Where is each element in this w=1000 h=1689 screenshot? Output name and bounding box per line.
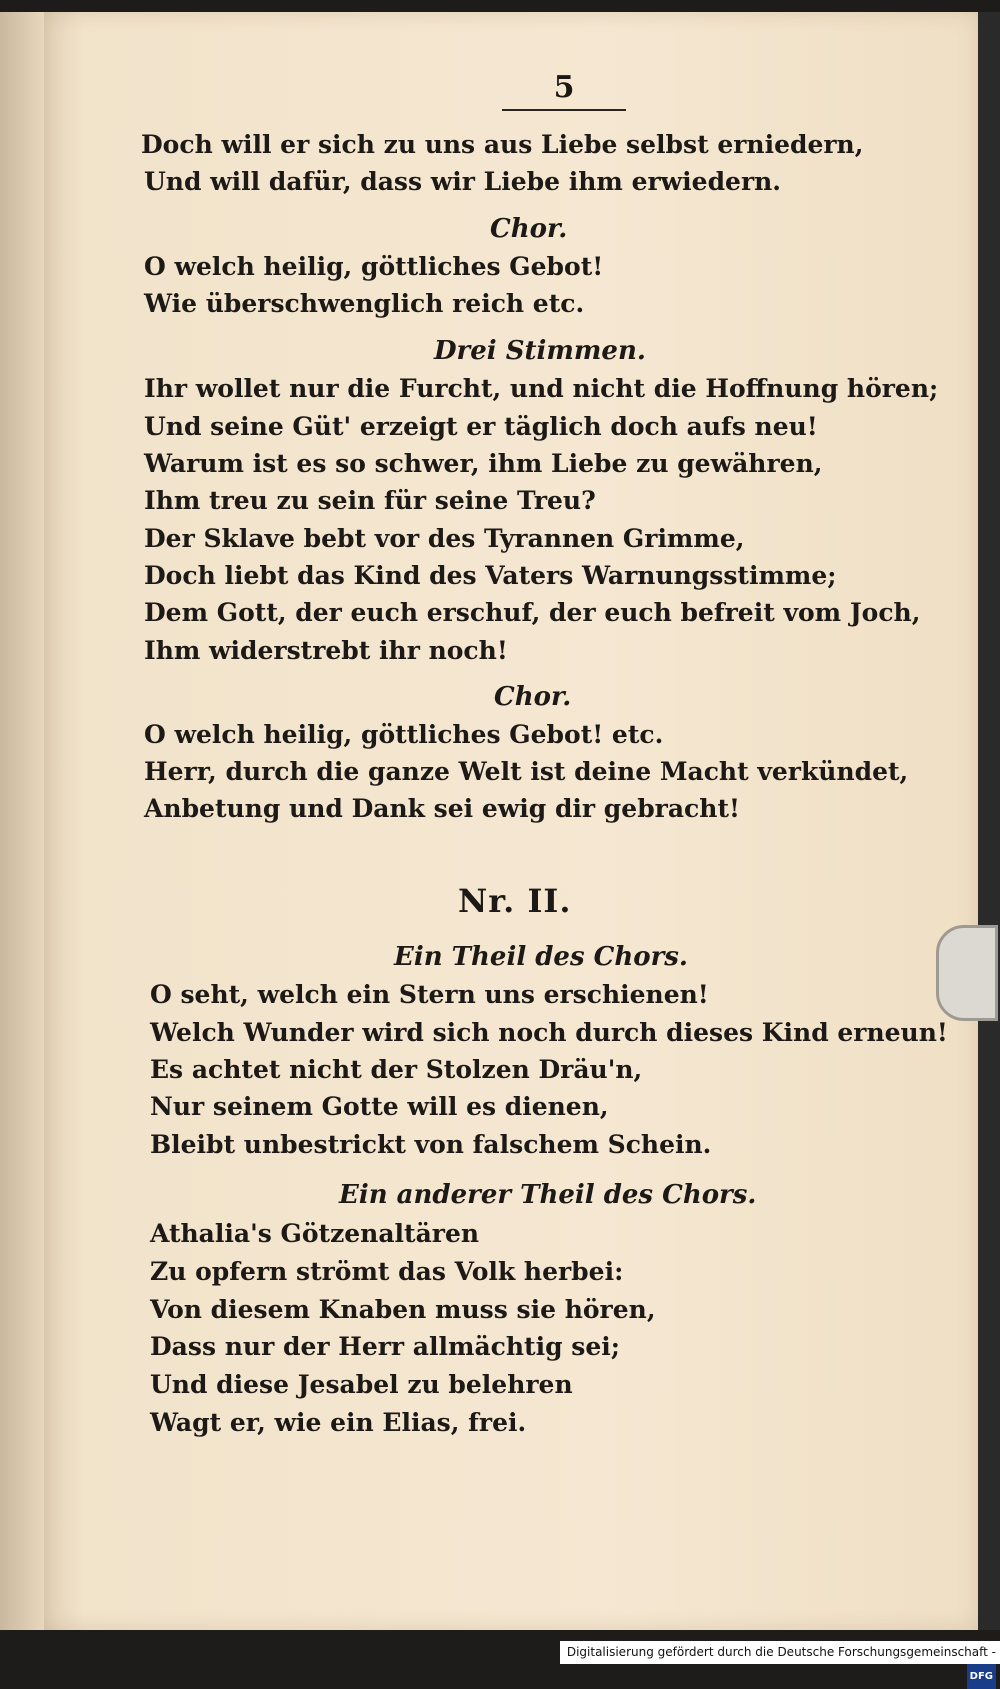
text-line: Welch Wunder wird sich noch durch dieses Kind erneun!	[150, 1018, 948, 1047]
text-line: Doch will er sich zu uns aus Liebe selbst erniedern,	[141, 130, 864, 159]
digitization-credit	[560, 1641, 1000, 1682]
text-line: Ihm treu zu sein für seine Treu?	[144, 486, 596, 515]
text-line: O welch heilig, göttliches Gebot! etc.	[144, 720, 664, 749]
text-line: Von diesem Knaben muss sie hören,	[150, 1295, 656, 1324]
heading-anderer-theil: Ein anderer Theil des Chors.	[339, 1180, 757, 1210]
book-page	[44, 12, 978, 1630]
text-line: O welch heilig, göttliches Gebot!	[144, 252, 604, 281]
text-line: Und seine Güt' erzeigt er täglich doch aufs neu!	[144, 412, 818, 441]
heading-chor: Chor.	[494, 682, 572, 712]
text-line: Athalia's Götzenaltären	[150, 1219, 480, 1248]
text-line: Dem Gott, der euch erschuf, der euch befreit vom Joch,	[144, 598, 921, 627]
text-line: Anbetung und Dank sei ewig dir gebracht!	[144, 794, 740, 823]
text-line: Es achtet nicht der Stolzen Dräu'n,	[150, 1055, 643, 1084]
text-line: Und will dafür, dass wir Liebe ihm erwiedern.	[144, 167, 782, 196]
text-line: Ihm widerstrebt ihr noch!	[144, 636, 508, 665]
book-cover-edge	[978, 12, 1000, 1630]
text-line: Herr, durch die ganze Welt ist deine Macht verkündet,	[144, 757, 909, 786]
section-title: Nr. II.	[458, 882, 572, 920]
text-line: Wie überschwenglich reich etc.	[144, 289, 585, 318]
dfg-logo: DFG	[967, 1664, 996, 1689]
book-gutter	[0, 12, 44, 1630]
text-line: Dass nur der Herr allmächtig sei;	[150, 1332, 620, 1361]
text-line: Und diese Jesabel zu belehren	[150, 1370, 573, 1399]
text-line: Warum ist es so schwer, ihm Liebe zu gewähren,	[144, 449, 823, 478]
text-line: Bleibt unbestrickt von falschem Schein.	[150, 1130, 712, 1159]
page-number: 5	[553, 70, 575, 105]
credit-text: Digitalisierung gefördert durch die Deutsche Forschungsgemeinschaft -	[566, 1645, 996, 1659]
text-line: Der Sklave bebt vor des Tyrannen Grimme,	[144, 524, 745, 553]
page-tab	[936, 925, 998, 1021]
heading-chor: Chor.	[490, 214, 568, 244]
heading-drei-stimmen: Drei Stimmen.	[434, 336, 646, 366]
text-line: O seht, welch ein Stern uns erschienen!	[150, 980, 709, 1009]
text-line: Ihr wollet nur die Furcht, und nicht die Hoffnung hören;	[144, 374, 939, 403]
text-line: Doch liebt das Kind des Vaters Warnungsstimme;	[144, 561, 837, 590]
text-line: Zu opfern strömt das Volk herbei:	[150, 1257, 624, 1286]
text-line: Wagt er, wie ein Elias, frei.	[150, 1408, 527, 1437]
heading-ein-theil: Ein Theil des Chors.	[394, 942, 688, 972]
page-text	[44, 12, 978, 1630]
text-line: Nur seinem Gotte will es dienen,	[150, 1092, 609, 1121]
